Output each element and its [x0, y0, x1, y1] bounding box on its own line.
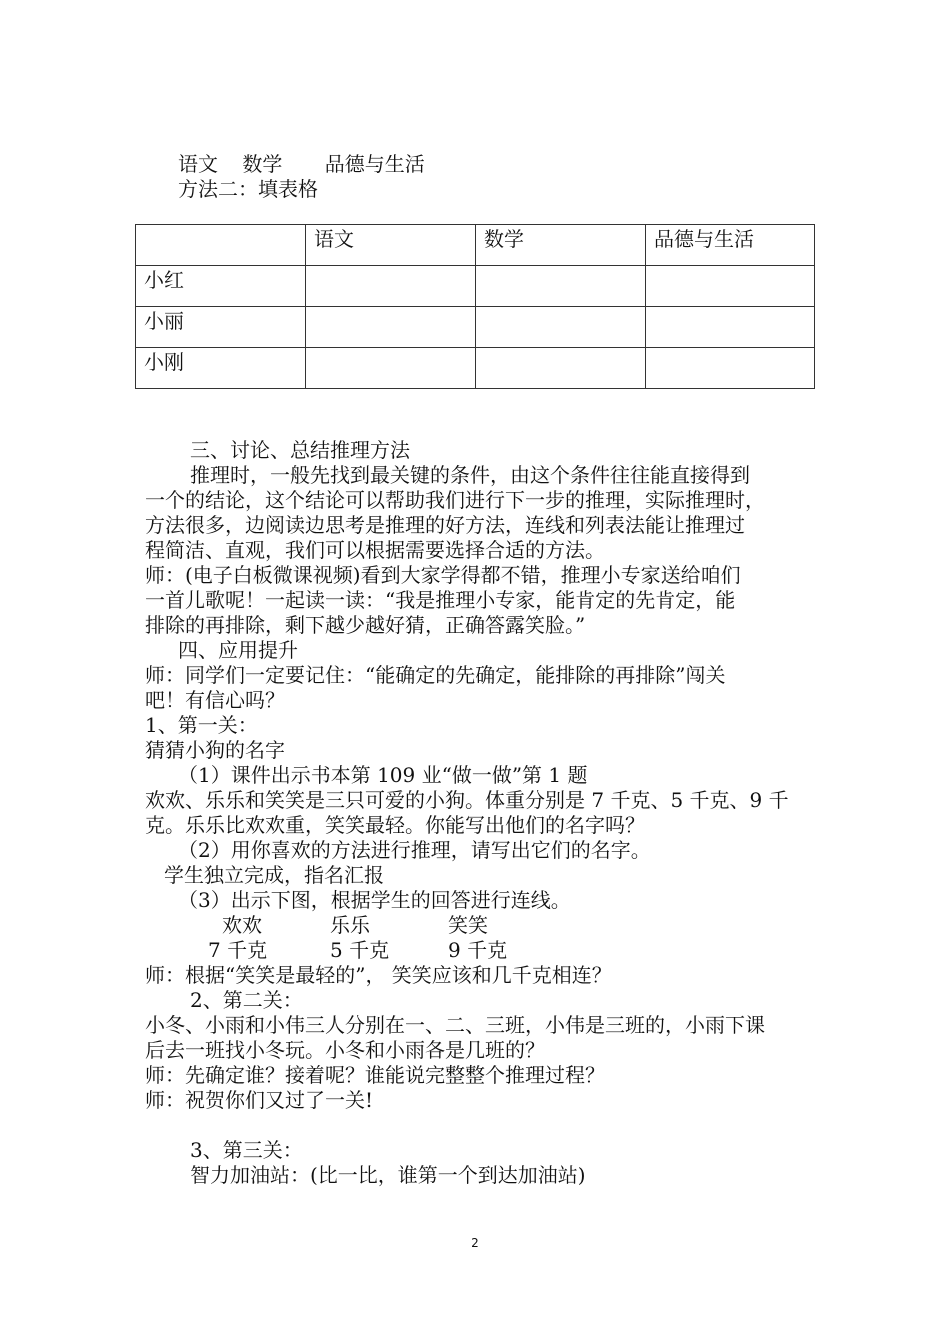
- level-three-heading: 3、第三关：: [190, 1138, 303, 1162]
- level-one-heading: 1、第一关：: [145, 713, 258, 737]
- table-cell: [476, 348, 646, 389]
- paragraph-line: 后去一班找小冬玩。小冬和小雨各是几班的？: [145, 1038, 545, 1062]
- table-cell: 小刚: [136, 348, 306, 389]
- table-cell: 小丽: [136, 307, 306, 348]
- section-four-heading: 四、应用提升: [178, 638, 298, 662]
- paragraph-line: 智力加油站：(比一比，谁第一个到达加油站): [190, 1163, 586, 1187]
- paragraph-line: 克。乐乐比欢欢重，笑笑最轻。你能写出他们的名字吗？: [145, 813, 645, 837]
- paragraph-line: 方法很多，边阅读边思考是推理的好方法，连线和列表法能让推理过: [145, 513, 745, 537]
- paragraph-line: （2）用你喜欢的方法进行推理，请写出它们的名字。: [178, 838, 651, 862]
- table-cell: [476, 307, 646, 348]
- paragraph-line: 师：祝贺你们又过了一关!: [145, 1088, 374, 1112]
- weight-9kg: 9 千克: [448, 938, 508, 962]
- dog-name-lele: 乐乐: [330, 913, 370, 937]
- paragraph-line: 欢欢、乐乐和笑笑是三只可爱的小狗。体重分别是 7 千克、5 千克、9 千: [145, 788, 789, 812]
- table-row: [136, 307, 815, 348]
- section-three-heading: 三、讨论、总结推理方法: [190, 438, 410, 462]
- subject-morality: 品德与生活: [324, 152, 425, 176]
- weight-5kg: 5 千克: [330, 938, 390, 962]
- paragraph-line: 一个的结论，这个结论可以帮助我们进行下一步的推理，实际推理时，: [145, 488, 765, 512]
- level-two-heading: 2、第二关：: [190, 988, 303, 1012]
- table-header-cell: 品德与生活: [646, 225, 815, 266]
- table-header-row: [136, 225, 815, 266]
- subject-chinese: 语文: [178, 152, 218, 176]
- paragraph-line: 排除的再排除，剩下越少越好猜，正确答露笑脸。”: [145, 613, 586, 637]
- table-cell: 小红: [136, 266, 306, 307]
- paragraph-line: 程简洁、直观，我们可以根据需要选择合适的方法。: [145, 538, 605, 562]
- table-cell: [306, 348, 476, 389]
- table-cell: [306, 266, 476, 307]
- paragraph-line: 师：先确定谁？接着呢？谁能说完整整个推理过程？: [145, 1063, 605, 1087]
- table-header-cell: [136, 225, 306, 266]
- paragraph-line: 一首儿歌呢！一起读一读：“我是推理小专家，能肯定的先肯定，能: [145, 588, 736, 612]
- table-header-cell: 数学: [476, 225, 646, 266]
- paragraph-line: 小冬、小雨和小伟三人分别在一、二、三班，小伟是三班的，小雨下课: [145, 1013, 765, 1037]
- table-cell: [476, 266, 646, 307]
- weight-7kg: 7 千克: [208, 938, 268, 962]
- method-two-heading: 方法二：填表格: [178, 177, 318, 201]
- table-cell: [306, 307, 476, 348]
- paragraph-line: 师：根据“笑笑是最轻的”， 笑笑应该和几千克相连？: [145, 963, 612, 987]
- dog-name-huanhuan: 欢欢: [222, 913, 262, 937]
- table-header-cell: 语文: [306, 225, 476, 266]
- subjects-line: [178, 151, 425, 177]
- paragraph-line: 学生独立完成，指名汇报: [164, 863, 384, 887]
- paragraph-line: 吧！有信心吗？: [145, 688, 285, 712]
- score-table: [135, 224, 815, 389]
- page-number: 2: [471, 1236, 479, 1250]
- table-row: [136, 348, 815, 389]
- paragraph-line: 师：同学们一定要记住：“能确定的先确定，能排除的再排除”闯关: [145, 663, 726, 687]
- table-cell: [646, 307, 815, 348]
- table-cell: [646, 348, 815, 389]
- table-row: [136, 266, 815, 307]
- subject-math: 数学: [242, 152, 283, 176]
- paragraph-line: （3）出示下图，根据学生的回答进行连线。: [178, 888, 571, 912]
- paragraph-line: （1）课件出示书本第 109 业“做一做”第 1 题: [178, 763, 588, 787]
- table-cell: [646, 266, 815, 307]
- paragraph-line: 师：(电子白板微课视频)看到大家学得都不错，推理小专家送给咱们: [145, 563, 741, 587]
- paragraph-line: 推理时，一般先找到最关键的条件，由这个条件往往能直接得到: [190, 463, 750, 487]
- dog-name-xiaoxiao: 笑笑: [448, 913, 488, 937]
- paragraph-line: 猜猜小狗的名字: [145, 738, 285, 762]
